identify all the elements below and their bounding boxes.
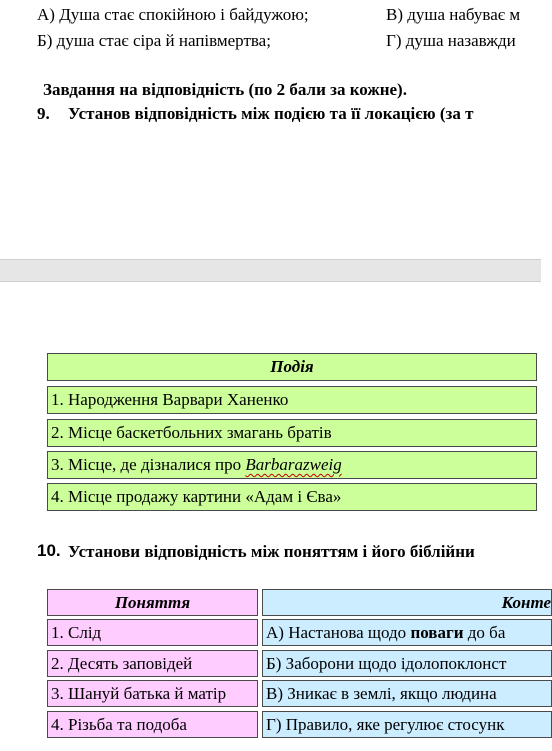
option-v: В) душа набуває м — [386, 5, 521, 24]
q9-text: Установ відповідність між подією та її локацією (за т — [68, 104, 474, 123]
q10-number: 10. — [37, 541, 61, 560]
q9-row-1: 1. Народження Варвари Ханенко — [47, 386, 537, 414]
q9-row-3-text: 3. Місце, де дізналися про — [51, 455, 242, 474]
q10-left-row-1: 1. Слід — [47, 619, 258, 646]
q9-row-3-word: Barbarazweig — [245, 455, 342, 474]
q10-right-row-4: Г) Правило, яке регулює стосунк — [262, 711, 552, 738]
option-b: Б) душа стає сіра й напівмертва; — [37, 31, 271, 50]
q10-left-header: Поняття — [47, 589, 258, 616]
page-break — [0, 259, 541, 282]
q10-left-row-3: 3. Шануй батька й матір — [47, 680, 258, 707]
q10-text: Установи відповідність між поняттям і його біблійни — [68, 542, 475, 561]
q9-number: 9. — [37, 104, 50, 123]
q9-row-2: 2. Місце баскетбольних змагань братів — [47, 419, 537, 447]
q9-row-3 — [47, 451, 537, 479]
q9-table-header: Подія — [47, 353, 537, 381]
q10-left-row-2: 2. Десять заповідей — [47, 650, 258, 677]
q10-right-header-text: Конте — [501, 593, 551, 612]
q10-right-row-1-c: до ба — [463, 623, 506, 642]
q10-right-header — [262, 589, 552, 616]
section-heading: Завдання на відповідність (по 2 бали за кожне). — [43, 80, 407, 99]
q9-row-4: 4. Місце продажу картини «Адам і Єва» — [47, 483, 537, 511]
q10-right-row-1-bold: поваги — [410, 623, 464, 642]
q10-right-row-1 — [262, 619, 552, 646]
q10-right-row-1-a: А) Настанова щодо — [266, 623, 411, 642]
q10-left-row-4: 4. Різьба та подоба — [47, 711, 258, 738]
option-a: А) Душа стає спокійною і байдужою; — [37, 5, 309, 24]
q10-right-row-2: Б) Заборони щодо ідолопоклонст — [262, 650, 552, 677]
q10-right-row-3: В) Зникає в землі, якщо людина — [262, 680, 552, 707]
option-g: Г) душа назавжди — [386, 31, 516, 50]
